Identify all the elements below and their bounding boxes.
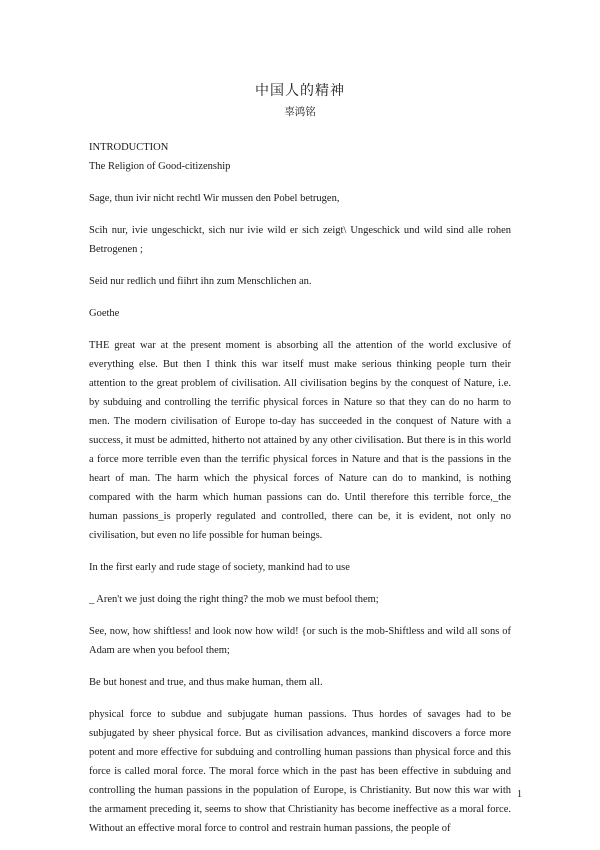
page-number: 1 bbox=[517, 789, 522, 800]
section-subtitle: The Religion of Good-citizenship bbox=[89, 161, 231, 172]
author-name: 辜鸿铭 bbox=[284, 106, 316, 118]
translation-line-2: See, now, how shiftless! and look now how wild! {or such is the mob-Shiftless and wild all sons of Adam are when you befool them; bbox=[89, 626, 511, 656]
document-body bbox=[89, 138, 511, 838]
translation-line-3: Be but honest and true, and thus make human, them all. bbox=[89, 677, 323, 688]
epigraph-line-1: Sage, thun ivir nicht rechtl Wir mussen den Pobel betrugen, bbox=[89, 193, 340, 204]
epigraph-line-2: Scih nur, ivie ungeschickt, sich nur ivie wild er sich zeigt\ Ungeschick und wild sind alle rohen Betrogenen ; bbox=[89, 225, 511, 255]
body-paragraph: THE great war at the present moment is absorbing all the attention of the world exclusive of everything else. But then I think this war itself must make serious thinking people turn their attention to the great problem of civilisation. All civilisation begins by the conquest of Nature, i.e. by subduing and controlling the terrific physical forces in Nature so that they can do no harm to men. The modern civilisation of Europe to-day has succeeded in the conquest of Nature with a success, it must be admitted, hitherto not attained by any other civilisation. But there is in this world a force more terrible even than the terrific physical forces in Nature and that is the passions in the heart of man. The harm which the physical forces of Nature can do to mankind, is nothing compared with the harm which human passions can do. Until therefore this terrible force,_the human passions_is properly regulated and controlled, there can be, it is evident, not only no civilisation, but even no life possible for human beings. bbox=[89, 340, 511, 541]
epigraph-attribution: Goethe bbox=[89, 308, 120, 319]
section-heading: INTRODUCTION bbox=[89, 142, 169, 153]
translation-line-1: _ Aren't we just doing the right thing? the mob we must befool them; bbox=[89, 594, 379, 605]
body-paragraph: In the first early and rude stage of society, mankind had to use bbox=[89, 562, 350, 573]
epigraph-line-3: Seid nur redlich und fiihrt ihn zum Menschlichen an. bbox=[89, 276, 312, 287]
page-title: 中国人的精神 bbox=[255, 83, 345, 99]
body-paragraph: physical force to subdue and subjugate human passions. Thus hordes of savages had to be subjugated by sheer physical force. But as civilisation advances, mankind discovers a force more potent and more effective for subduing and controlling human passions than physical force and this force is called moral force. The moral force which in the past has been effective in subduing and controlling the human passions in the population of Europe, is Christianity. But now this war with the armament preceding it, seems to show that Christianity has become ineffective as a moral force. Without an effective moral force to control and restrain human passions, the people of bbox=[89, 709, 511, 834]
